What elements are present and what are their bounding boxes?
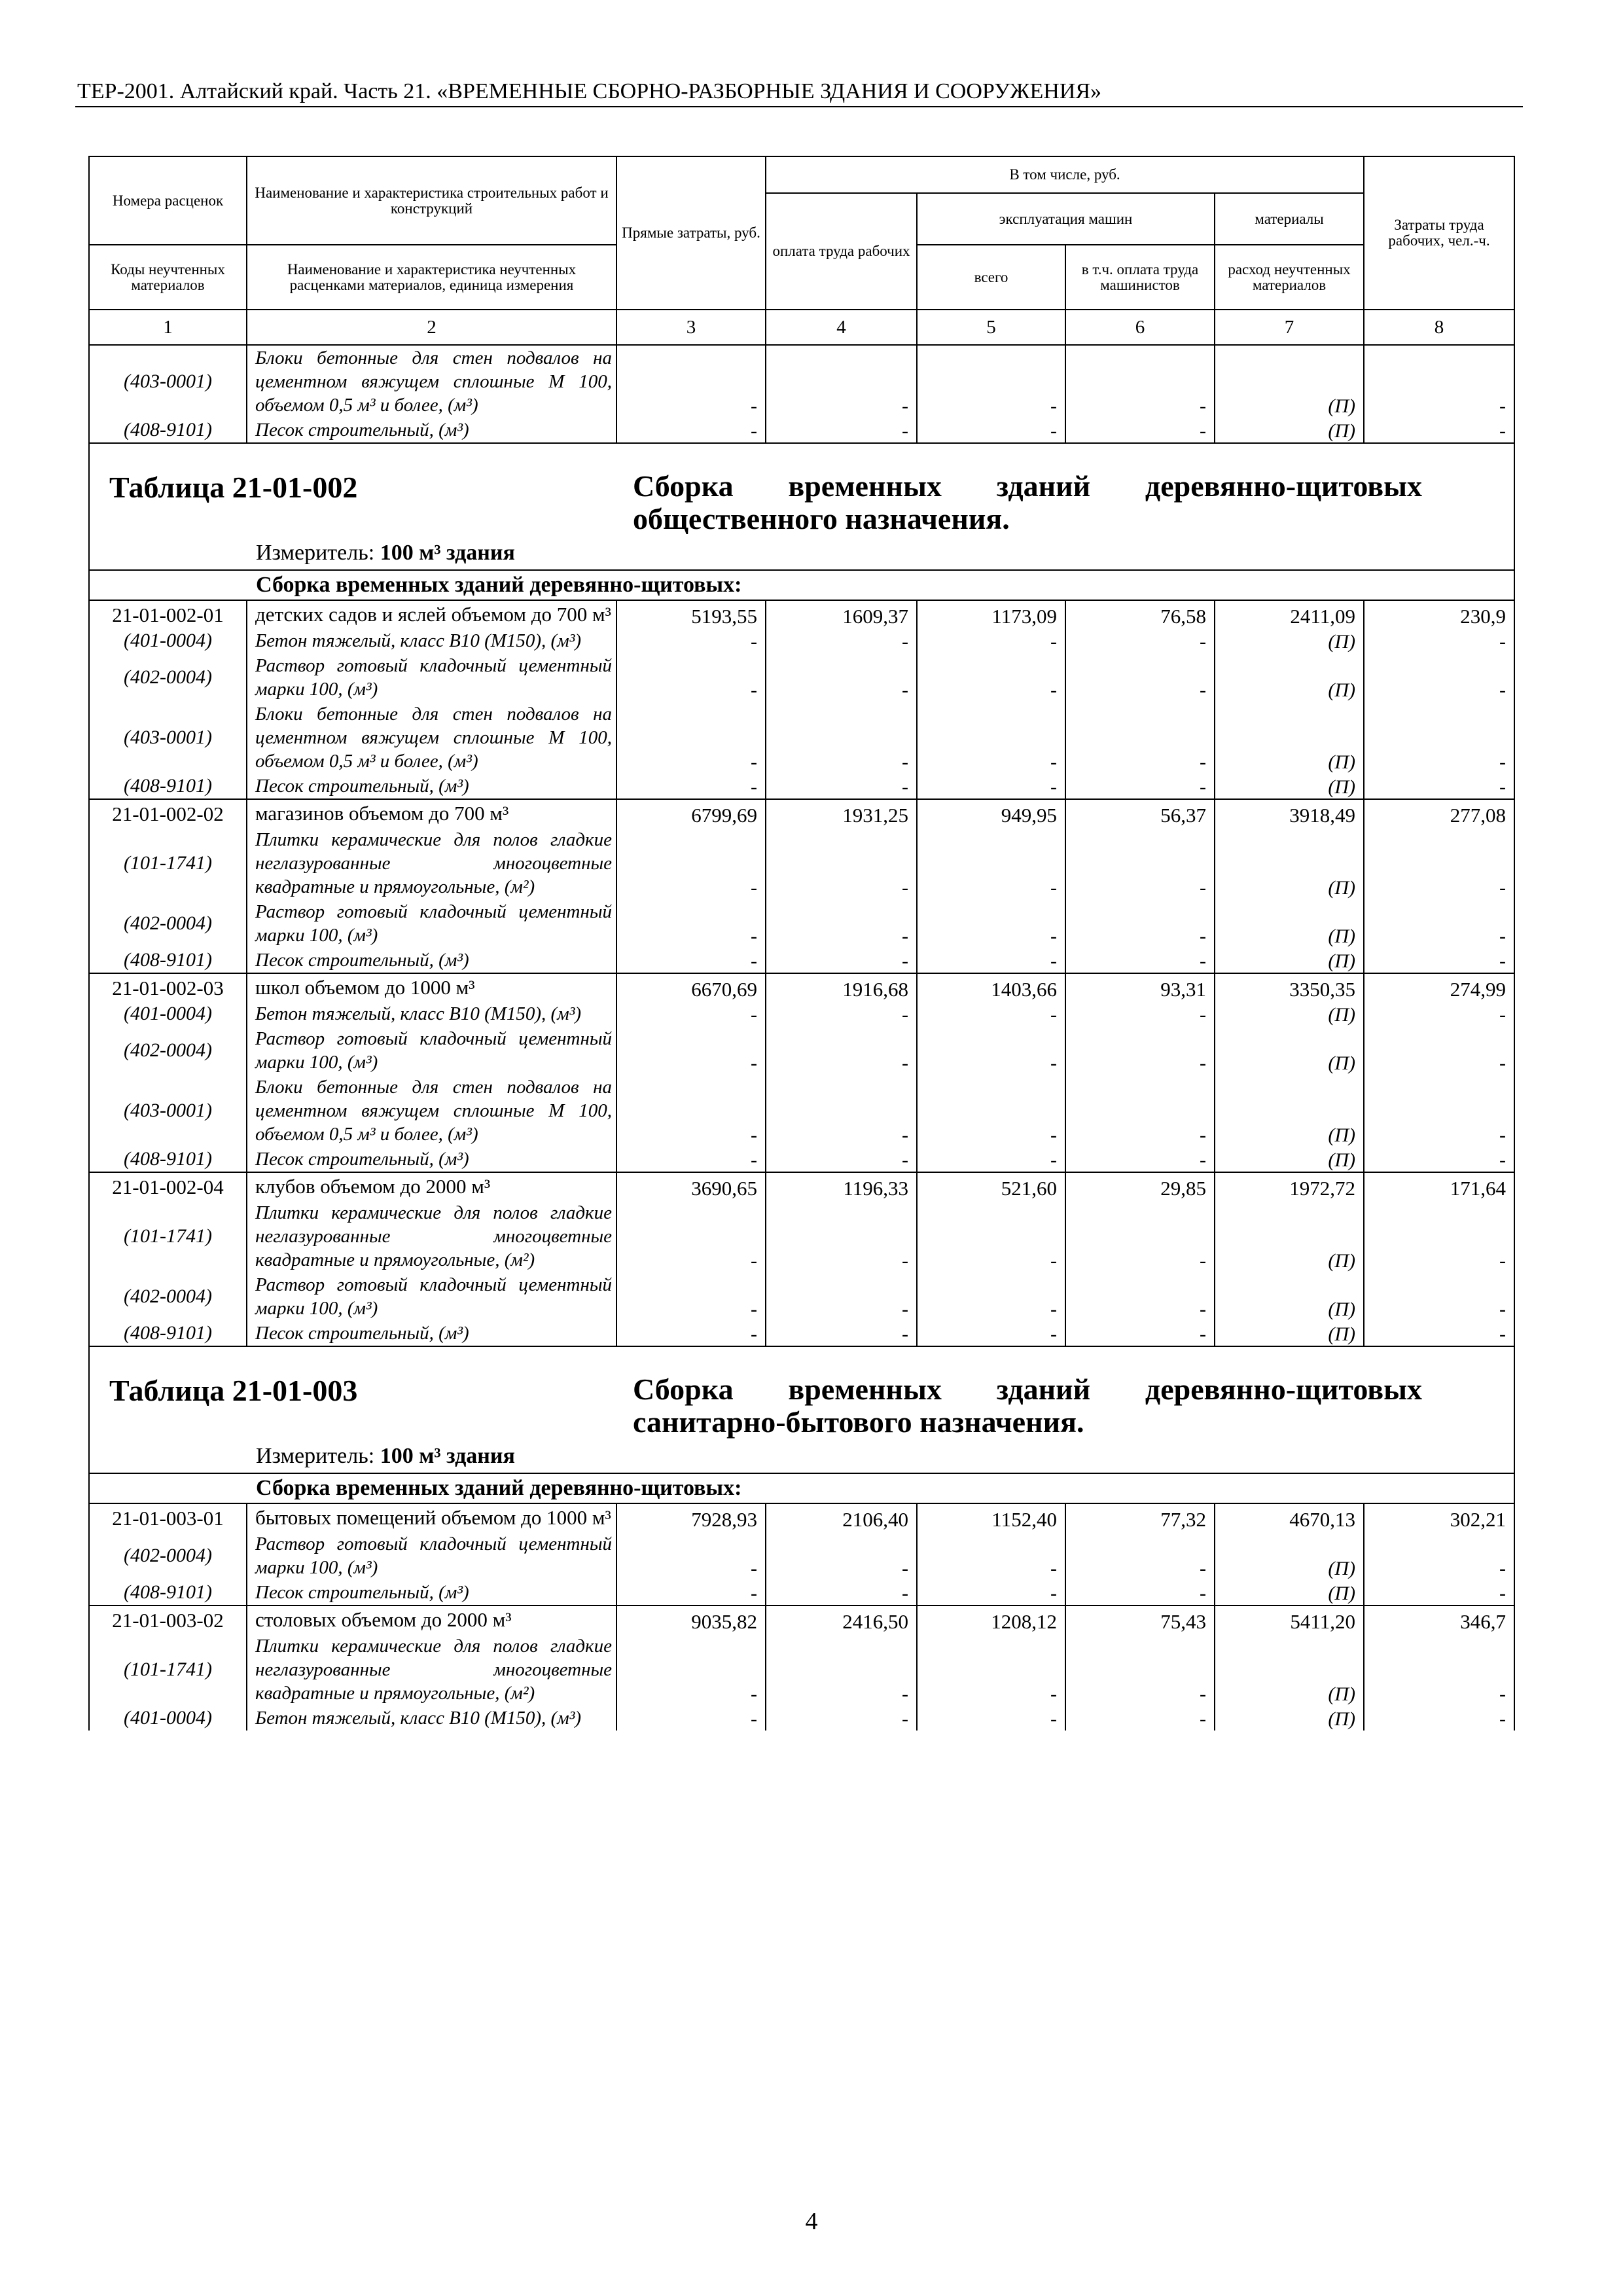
- material-v6: -: [1065, 1026, 1215, 1075]
- rate-v5: 521,60: [917, 1172, 1065, 1200]
- material-v8: -: [1364, 827, 1514, 899]
- material-row: [89, 702, 1514, 774]
- material-v8: -: [1364, 653, 1514, 702]
- material-v6: -: [1065, 1147, 1215, 1172]
- material-v3: -: [616, 1147, 766, 1172]
- material-row: [89, 948, 1514, 973]
- material-v3: -: [616, 1532, 766, 1580]
- material-v3: -: [616, 827, 766, 899]
- rate-v3: 5193,55: [616, 600, 766, 628]
- rate-name: магазинов объемом до 700 м³: [247, 799, 616, 827]
- material-v4: -: [766, 418, 917, 443]
- rate-v3: 6670,69: [616, 973, 766, 1001]
- material-v7: (П): [1215, 653, 1364, 702]
- material-v6: -: [1065, 653, 1215, 702]
- material-v3: -: [616, 1200, 766, 1272]
- material-code: (408-9101): [89, 1147, 247, 1172]
- rate-v3: 3690,65: [616, 1172, 766, 1200]
- material-v5: -: [917, 1580, 1065, 1605]
- material-v3: -: [616, 1321, 766, 1346]
- material-v8: -: [1364, 774, 1514, 799]
- rate-name: школ объемом до 1000 м³: [247, 973, 616, 1001]
- rate-v6: 29,85: [1065, 1172, 1215, 1200]
- material-code: (403-0001): [89, 1075, 247, 1147]
- head-col3: Прямые затраты, руб.: [616, 156, 766, 310]
- material-v7: (П): [1215, 1706, 1364, 1731]
- rate-code: 21-01-002-02: [89, 799, 247, 827]
- material-v5: -: [917, 345, 1065, 418]
- material-v5: -: [917, 702, 1065, 774]
- material-code: (401-0004): [89, 1001, 247, 1026]
- rate-v7: 3918,49: [1215, 799, 1364, 827]
- meter-value: 100 м³ здания: [380, 1444, 515, 1468]
- table-title: Сборка временных зданий деревянно-щитовых санитарно-бытового назначения.: [633, 1372, 1422, 1439]
- table-title: Сборка временных зданий деревянно-щитовых общественного назначения.: [633, 469, 1422, 535]
- material-v8: -: [1364, 899, 1514, 948]
- material-v7: (П): [1215, 948, 1364, 973]
- table-number: Таблица 21-01-003: [109, 1374, 358, 1407]
- rate-code: 21-01-003-02: [89, 1605, 247, 1634]
- rate-row: [89, 1503, 1514, 1532]
- rate-v4: 1931,25: [766, 799, 917, 827]
- col-number: 8: [1364, 310, 1514, 345]
- material-v6: -: [1065, 1001, 1215, 1026]
- table-section-heading: [89, 443, 1514, 570]
- material-v5: -: [917, 1634, 1065, 1706]
- material-code: (101-1741): [89, 827, 247, 899]
- rate-row: [89, 600, 1514, 628]
- material-v4: -: [766, 1200, 917, 1272]
- rate-v5: 1403,66: [917, 973, 1065, 1001]
- material-v5: -: [917, 827, 1065, 899]
- rate-row: [89, 973, 1514, 1001]
- material-code: (401-0004): [89, 1706, 247, 1731]
- material-v3: -: [616, 1634, 766, 1706]
- material-row: [89, 345, 1514, 418]
- table-number: Таблица 21-01-002: [109, 471, 358, 504]
- material-v3: -: [616, 418, 766, 443]
- material-name: Раствор готовый кладочный цементный марки 100, (м³): [247, 899, 616, 948]
- material-v3: -: [616, 774, 766, 799]
- head-col4: оплата труда рабочих: [766, 193, 917, 310]
- material-v3: -: [616, 1026, 766, 1075]
- rate-v8: 274,99: [1364, 973, 1514, 1001]
- col-number: 1: [89, 310, 247, 345]
- material-code: (408-9101): [89, 774, 247, 799]
- section-cell: [89, 443, 1514, 570]
- col-number: 2: [247, 310, 616, 345]
- material-v5: -: [917, 948, 1065, 973]
- material-v4: -: [766, 1272, 917, 1321]
- rate-v3: 7928,93: [616, 1503, 766, 1532]
- material-v5: -: [917, 1026, 1065, 1075]
- rate-v7: 1972,72: [1215, 1172, 1364, 1200]
- rate-code: 21-01-002-03: [89, 973, 247, 1001]
- material-v3: -: [616, 1001, 766, 1026]
- head-materials: материалы: [1215, 193, 1364, 245]
- rate-v5: 949,95: [917, 799, 1065, 827]
- rate-v4: 1609,37: [766, 600, 917, 628]
- rate-row: [89, 799, 1514, 827]
- material-v7: (П): [1215, 1634, 1364, 1706]
- meter-line: [90, 1439, 1514, 1473]
- material-name: Песок строительный, (м³): [247, 1580, 616, 1605]
- material-name: Раствор готовый кладочный цементный марки 100, (м³): [247, 653, 616, 702]
- material-v8: -: [1364, 1321, 1514, 1346]
- material-row: [89, 1075, 1514, 1147]
- material-name: Песок строительный, (м³): [247, 774, 616, 799]
- material-v4: -: [766, 1075, 917, 1147]
- rate-v6: 77,32: [1065, 1503, 1215, 1532]
- material-name: Песок строительный, (м³): [247, 1321, 616, 1346]
- material-v5: -: [917, 1075, 1065, 1147]
- material-v3: -: [616, 1272, 766, 1321]
- rate-name: бытовых помещений объемом до 1000 м³: [247, 1503, 616, 1532]
- material-v5: -: [917, 1272, 1065, 1321]
- material-v7: (П): [1215, 827, 1364, 899]
- rate-name: столовых объемом до 2000 м³: [247, 1605, 616, 1634]
- section-title-block: [90, 1347, 1514, 1439]
- rate-row: [89, 1605, 1514, 1634]
- rate-name: детских садов и яслей объемом до 700 м³: [247, 600, 616, 628]
- rate-v7: 2411,09: [1215, 600, 1364, 628]
- material-v8: -: [1364, 948, 1514, 973]
- material-code: (402-0004): [89, 1272, 247, 1321]
- material-name: Плитки керамические для полов гладкие неглазурованные многоцветные квадратные и прямоугольные, (м²): [247, 827, 616, 899]
- material-v4: -: [766, 1026, 917, 1075]
- material-v8: -: [1364, 1147, 1514, 1172]
- meter-value: 100 м³ здания: [380, 541, 515, 565]
- material-row: [89, 1026, 1514, 1075]
- material-row: [89, 1706, 1514, 1731]
- rate-v6: 56,37: [1065, 799, 1215, 827]
- rate-row: [89, 1172, 1514, 1200]
- material-v8: -: [1364, 345, 1514, 418]
- material-row: [89, 1580, 1514, 1605]
- header-rule: [75, 106, 1523, 107]
- material-v6: -: [1065, 899, 1215, 948]
- material-v4: -: [766, 1147, 917, 1172]
- material-v6: -: [1065, 1634, 1215, 1706]
- rate-v3: 6799,69: [616, 799, 766, 827]
- material-row: [89, 1001, 1514, 1026]
- material-v6: -: [1065, 774, 1215, 799]
- meter-label: Измеритель:: [256, 541, 380, 565]
- material-code: (408-9101): [89, 1580, 247, 1605]
- rate-v7: 5411,20: [1215, 1605, 1364, 1634]
- material-v5: -: [917, 1321, 1065, 1346]
- rate-v4: 1196,33: [766, 1172, 917, 1200]
- material-code: (408-9101): [89, 418, 247, 443]
- material-name: Блоки бетонные для стен подвалов на цементном вяжущем сплошные М 100, объемом 0,5 м³ и более, (м³): [247, 702, 616, 774]
- material-v4: -: [766, 1001, 917, 1026]
- material-v6: -: [1065, 1580, 1215, 1605]
- material-v8: -: [1364, 418, 1514, 443]
- material-v7: (П): [1215, 1026, 1364, 1075]
- material-v8: -: [1364, 1634, 1514, 1706]
- head-machines: эксплуатация машин: [917, 193, 1215, 245]
- head-col7: расход неучтенных материалов: [1215, 245, 1364, 310]
- material-v6: -: [1065, 628, 1215, 653]
- material-v6: -: [1065, 1200, 1215, 1272]
- rate-code: 21-01-002-01: [89, 600, 247, 628]
- meter-label: Измеритель:: [256, 1444, 380, 1468]
- material-code: (402-0004): [89, 1532, 247, 1580]
- material-v5: -: [917, 628, 1065, 653]
- material-v8: -: [1364, 1532, 1514, 1580]
- material-v6: -: [1065, 1706, 1215, 1731]
- material-name: Песок строительный, (м³): [247, 1147, 616, 1172]
- rate-v4: 2106,40: [766, 1503, 917, 1532]
- material-name: Бетон тяжелый, класс В10 (М150), (м³): [247, 628, 616, 653]
- material-v4: -: [766, 1706, 917, 1731]
- material-v6: -: [1065, 1075, 1215, 1147]
- material-v7: (П): [1215, 628, 1364, 653]
- col-number: 3: [616, 310, 766, 345]
- material-name: Песок строительный, (м³): [247, 948, 616, 973]
- material-name: Плитки керамические для полов гладкие неглазурованные многоцветные квадратные и прямоугольные, (м²): [247, 1634, 616, 1706]
- material-v6: -: [1065, 1272, 1215, 1321]
- rate-code: 21-01-003-01: [89, 1503, 247, 1532]
- material-v3: -: [616, 948, 766, 973]
- material-name: Блоки бетонные для стен подвалов на цементном вяжущем сплошные М 100, объемом 0,5 м³ и более, (м³): [247, 1075, 616, 1147]
- material-code: (403-0001): [89, 702, 247, 774]
- material-code: (101-1741): [89, 1200, 247, 1272]
- group-title: Сборка временных зданий деревянно-щитовых:: [89, 1473, 1514, 1503]
- material-v6: -: [1065, 1321, 1215, 1346]
- rate-code: 21-01-002-04: [89, 1172, 247, 1200]
- meter-line: [90, 535, 1514, 569]
- material-v6: -: [1065, 827, 1215, 899]
- col-number: 7: [1215, 310, 1364, 345]
- material-name: Бетон тяжелый, класс В10 (М150), (м³): [247, 1706, 616, 1731]
- head-col1-top: Номера расценок: [89, 156, 247, 245]
- material-v4: -: [766, 628, 917, 653]
- material-v6: -: [1065, 1532, 1215, 1580]
- material-row: [89, 899, 1514, 948]
- material-v8: -: [1364, 702, 1514, 774]
- material-v7: (П): [1215, 418, 1364, 443]
- group-heading: [89, 1473, 1514, 1503]
- material-v4: -: [766, 948, 917, 973]
- material-v5: -: [917, 1200, 1065, 1272]
- material-v5: -: [917, 418, 1065, 443]
- rate-v7: 3350,35: [1215, 973, 1364, 1001]
- material-v6: -: [1065, 418, 1215, 443]
- material-v4: -: [766, 1532, 917, 1580]
- rates-table: [88, 156, 1515, 1731]
- page-header: ТЕР-2001. Алтайский край. Часть 21. «ВРЕМЕННЫЕ СБОРНО-РАЗБОРНЫЕ ЗДАНИЯ И СООРУЖЕНИЯ»: [77, 79, 1102, 103]
- material-code: (401-0004): [89, 628, 247, 653]
- head-col2-top: Наименование и характеристика строительных работ и конструкций: [247, 156, 616, 245]
- material-row: [89, 653, 1514, 702]
- material-v8: -: [1364, 1026, 1514, 1075]
- material-code: (408-9101): [89, 948, 247, 973]
- material-v8: -: [1364, 1001, 1514, 1026]
- material-v8: -: [1364, 628, 1514, 653]
- material-v7: (П): [1215, 1532, 1364, 1580]
- section-title-block: [90, 444, 1514, 535]
- rate-name: клубов объемом до 2000 м³: [247, 1172, 616, 1200]
- material-v5: -: [917, 653, 1065, 702]
- rate-v5: 1152,40: [917, 1503, 1065, 1532]
- rate-v8: 171,64: [1364, 1172, 1514, 1200]
- material-v4: -: [766, 1580, 917, 1605]
- material-v4: -: [766, 653, 917, 702]
- material-code: (408-9101): [89, 1321, 247, 1346]
- material-code: (403-0001): [89, 345, 247, 418]
- rate-v7: 4670,13: [1215, 1503, 1364, 1532]
- material-v7: (П): [1215, 1001, 1364, 1026]
- material-v7: (П): [1215, 1075, 1364, 1147]
- material-v6: -: [1065, 345, 1215, 418]
- material-v7: (П): [1215, 345, 1364, 418]
- material-v7: (П): [1215, 774, 1364, 799]
- head-col2-bottom: Наименование и характеристика неучтенных расценками материалов, единица измерения: [247, 245, 616, 310]
- rate-v8: 302,21: [1364, 1503, 1514, 1532]
- material-v3: -: [616, 1075, 766, 1147]
- material-v5: -: [917, 1706, 1065, 1731]
- material-name: Блоки бетонные для стен подвалов на цементном вяжущем сплошные М 100, объемом 0,5 м³ и более, (м³): [247, 345, 616, 418]
- material-v8: -: [1364, 1272, 1514, 1321]
- rate-v8: 277,08: [1364, 799, 1514, 827]
- material-v4: -: [766, 1634, 917, 1706]
- material-v3: -: [616, 628, 766, 653]
- rate-v3: 9035,82: [616, 1605, 766, 1634]
- material-code: (402-0004): [89, 899, 247, 948]
- head-col5: всего: [917, 245, 1065, 310]
- rate-v5: 1173,09: [917, 600, 1065, 628]
- material-v7: (П): [1215, 1272, 1364, 1321]
- material-v3: -: [616, 1580, 766, 1605]
- material-v4: -: [766, 827, 917, 899]
- material-v6: -: [1065, 702, 1215, 774]
- material-v4: -: [766, 1321, 917, 1346]
- head-col8: Затраты труда рабочих, чел.-ч.: [1364, 156, 1514, 310]
- head-incl: В том числе, руб.: [766, 156, 1364, 193]
- material-row: [89, 628, 1514, 653]
- material-v8: -: [1364, 1075, 1514, 1147]
- material-v7: (П): [1215, 1200, 1364, 1272]
- material-v7: (П): [1215, 1580, 1364, 1605]
- material-name: Раствор готовый кладочный цементный марки 100, (м³): [247, 1532, 616, 1580]
- material-v5: -: [917, 774, 1065, 799]
- group-heading: [89, 570, 1514, 600]
- material-name: Раствор готовый кладочный цементный марки 100, (м³): [247, 1026, 616, 1075]
- material-name: Бетон тяжелый, класс В10 (М150), (м³): [247, 1001, 616, 1026]
- material-row: [89, 1272, 1514, 1321]
- rate-v4: 2416,50: [766, 1605, 917, 1634]
- rate-v8: 346,7: [1364, 1605, 1514, 1634]
- material-v8: -: [1364, 1200, 1514, 1272]
- material-v3: -: [616, 653, 766, 702]
- section-cell: [89, 1346, 1514, 1473]
- material-v5: -: [917, 899, 1065, 948]
- material-name: Раствор готовый кладочный цементный марки 100, (м³): [247, 1272, 616, 1321]
- head-col1-bottom: Коды неучтенных материалов: [89, 245, 247, 310]
- material-v7: (П): [1215, 899, 1364, 948]
- rate-v4: 1916,68: [766, 973, 917, 1001]
- material-row: [89, 1634, 1514, 1706]
- material-v3: -: [616, 1706, 766, 1731]
- material-v3: -: [616, 345, 766, 418]
- rate-v5: 1208,12: [917, 1605, 1065, 1634]
- table-section-heading: [89, 1346, 1514, 1473]
- material-v6: -: [1065, 948, 1215, 973]
- material-row: [89, 418, 1514, 443]
- material-v8: -: [1364, 1580, 1514, 1605]
- rate-v6: 76,58: [1065, 600, 1215, 628]
- material-row: [89, 1532, 1514, 1580]
- material-v4: -: [766, 702, 917, 774]
- material-v3: -: [616, 702, 766, 774]
- material-name: Плитки керамические для полов гладкие неглазурованные многоцветные квадратные и прямоугольные, (м²): [247, 1200, 616, 1272]
- material-name: Песок строительный, (м³): [247, 418, 616, 443]
- rate-v6: 93,31: [1065, 973, 1215, 1001]
- material-code: (402-0004): [89, 653, 247, 702]
- material-v7: (П): [1215, 1321, 1364, 1346]
- material-row: [89, 1200, 1514, 1272]
- material-code: (101-1741): [89, 1634, 247, 1706]
- col-number: 5: [917, 310, 1065, 345]
- material-row: [89, 1321, 1514, 1346]
- material-v5: -: [917, 1001, 1065, 1026]
- col-number: 6: [1065, 310, 1215, 345]
- col-number: 4: [766, 310, 917, 345]
- material-v5: -: [917, 1147, 1065, 1172]
- material-v7: (П): [1215, 1147, 1364, 1172]
- material-row: [89, 774, 1514, 799]
- material-row: [89, 827, 1514, 899]
- rate-v6: 75,43: [1065, 1605, 1215, 1634]
- material-v4: -: [766, 899, 917, 948]
- head-col6: в т.ч. оплата труда машинистов: [1065, 245, 1215, 310]
- material-v8: -: [1364, 1706, 1514, 1731]
- material-v4: -: [766, 345, 917, 418]
- material-row: [89, 1147, 1514, 1172]
- page-number: 4: [805, 2208, 818, 2235]
- material-v7: (П): [1215, 702, 1364, 774]
- material-v5: -: [917, 1532, 1065, 1580]
- material-v3: -: [616, 899, 766, 948]
- group-title: Сборка временных зданий деревянно-щитовых:: [89, 570, 1514, 600]
- material-code: (402-0004): [89, 1026, 247, 1075]
- rate-v8: 230,9: [1364, 600, 1514, 628]
- material-v4: -: [766, 774, 917, 799]
